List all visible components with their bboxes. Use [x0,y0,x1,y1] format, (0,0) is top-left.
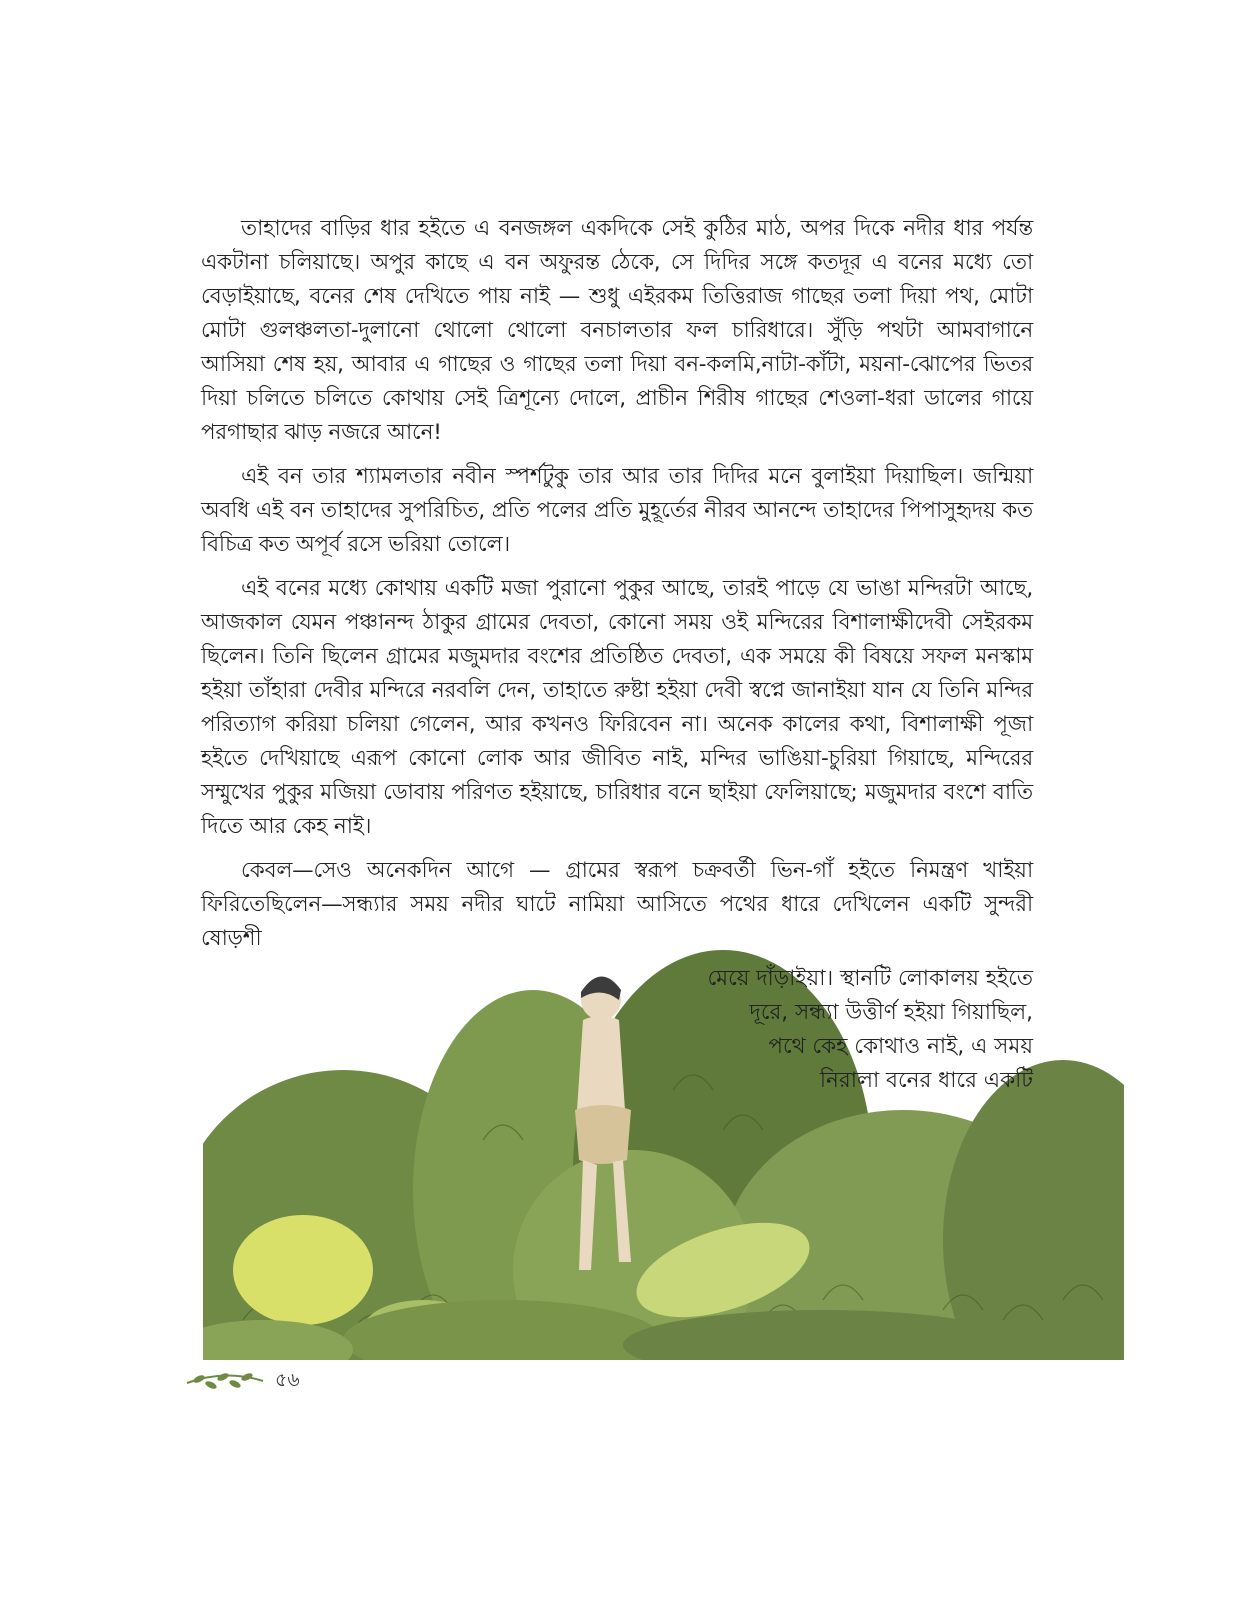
text-line: মেয়ে দাঁড়াইয়া। স্থানটি লোকালয় হইতে [707,966,1033,991]
text-line: পথে কেহ কোথাও নাই, এ সময় [768,1034,1033,1059]
text-line: দূরে, সন্ধ্যা উত্তীর্ণ হইয়া গিয়াছিল, [749,1000,1033,1025]
wrapped-text-lines [707,962,1033,1098]
story-text [201,212,1033,956]
paragraph-2: এই বন তার শ্যামলতার নবীন স্পর্শটুকু তার আর তার দিদির মনে বুলাইয়া দিয়াছিল। জন্মিয়া অবধি এই বন তাহাদের সুপরিচিত, প্রতি পলের প্রতি মুহূর্তের নীরব আনন্দে তাহাদের পিপাসুহৃদয় কত বিচিত্র কত অপূর্ব রসে ভরিয়া তোলে। [201,464,1033,557]
text-line: নিরালা বনের ধারে একটি [819,1068,1033,1093]
page-number: ৫৬ [275,1369,300,1391]
leaf-ornament-icon [185,1371,265,1393]
paragraph-3: এই বনের মধ্যে কোথায় একটি মজা পুরানো পুকুর আছে, তারই পাড়ে যে ভাঙা মন্দিরটা আছে, আজকাল যেমন পঞ্চানন্দ ঠাকুর গ্রামের দেবতা, কোনো সময় ওই মন্দিরের বিশালাক্ষীদেবী সেইরকম ছিলেন। তিনি ছিলেন গ্রামের মজুমদার বংশের প্রতিষ্ঠিত দেবতা, এক সময়ে কী বিষয়ে সফল মনস্কাম হইয়া তাঁহারা দেবীর মন্দিরে নরবলি দেন, তাহাতে রুষ্টা হইয়া দেবী স্বপ্নে জানাইয়া যান যে তিনি মন্দির পরিত্যাগ করিয়া চলিয়া গেলেন, আর কখনও ফিরিবেন না। অনেক কালের কথা, বিশালাক্ষী পূজা হইতে দেখিয়াছে এরূপ কোনো লোক আর জীবিত নাই, মন্দির ভাঙিয়া-চুরিয়া গিয়াছে, মন্দিরের সম্মুখের পুকুর মজিয়া ডোবায় পরিণত হইয়াছে, চারিধার বনে ছাইয়া ফেলিয়াছে; মজুমদার বংশে বাতি দিতে আর কেহ নাই। [201,576,1033,839]
paragraph-4: কেবল—সেও অনেকদিন আগে — গ্রামের স্বরূপ চক্রবর্তী ভিন-গাঁ হইতে নিমন্ত্রণ খাইয়া ফিরিতেছিলেন—সন্ধ্যার সময় নদীর ঘাটে নামিয়া আসিতে পথের ধারে দেখিলেন একটি সুন্দরী ষোড়শী [201,858,1033,951]
page-footer [185,1366,300,1398]
paragraph-1: তাহাদের বাড়ির ধার হইতে এ বনজঙ্গল একদিকে সেই কুঠির মাঠ, অপর দিকে নদীর ধার পর্যন্ত একটানা চলিয়াছে। অপুর কাছে এ বন অফুরন্ত ঠেকে, সে দিদির সঙ্গে কতদূর এ বনের মধ্যে তো বেড়াইয়াছে, বনের শেষ দেখিতে পায় নাই — শুধু এইরকম তিত্তিরাজ গাছের তলা দিয়া পথ, মোটা মোটা গুলঞ্চলতা-দুলানো থোলো থোলো বনচালতার ফল চারিধারে। সুঁড়ি পথটা আমবাগানে আসিয়া শেষ হয়, আবার এ গাছের ও গাছের তলা দিয়া বন-কলমি,নাটা-কাঁটা, ময়না-ঝোপের ভিতর দিয়া চলিতে চলিতে কোথায় সেই ত্রিশূন্যে দোলে, প্রাচীন শিরীষ গাছের শেওলা-ধরা ডালের গায়ে পরগাছার ঝাড় নজরে আনে! [201,216,1033,445]
